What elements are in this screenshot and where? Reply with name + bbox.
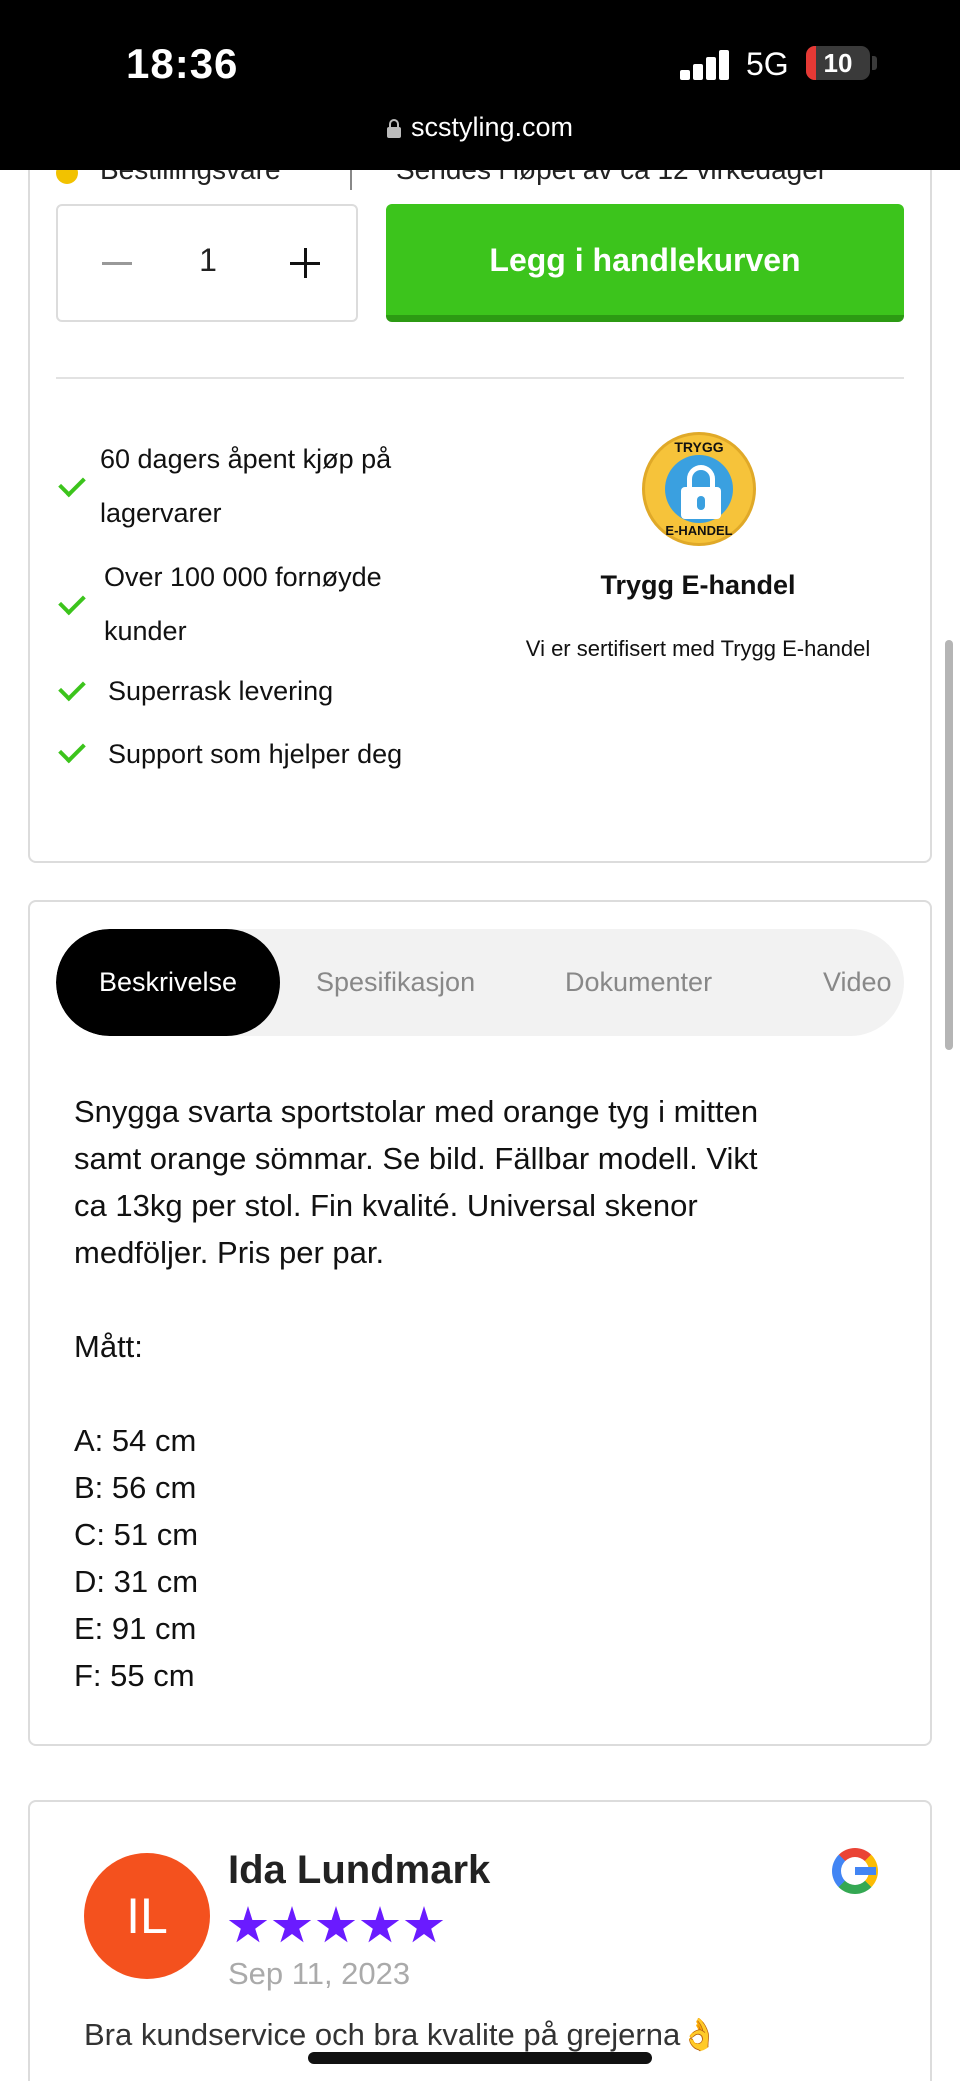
network-type: 5G [746, 46, 789, 82]
usp-text: Support som hjelper deg [108, 739, 403, 769]
description-line: samt orange sömmar. Se bild. Fällbar modell. Vikt [74, 1141, 758, 1176]
trust-subtitle: Vi er sertifisert med Trygg E-handel [525, 636, 871, 661]
usp-text: kunder [104, 616, 187, 646]
signal-icon [680, 50, 732, 80]
tab-video[interactable]: Video [823, 967, 892, 997]
battery-icon [806, 46, 870, 80]
description-line: D: 31 cm [74, 1564, 199, 1599]
tab-dokumenter[interactable]: Dokumenter [565, 967, 713, 997]
product-description [74, 1088, 894, 1699]
description-line: Snygga svarta sportstolar med orange tyg i mitten [74, 1094, 759, 1129]
tab-spesifikasjon[interactable]: Spesifikasjon [316, 967, 476, 997]
description-line: E: 91 cm [74, 1611, 197, 1646]
usp-text: 60 dagers åpent kjøp på [100, 444, 392, 474]
review-text: Bra kundservice och bra kvalite på grejerna👌 [84, 2017, 719, 2052]
minus-icon[interactable] [102, 262, 132, 265]
usp-text: lagervarer [100, 498, 222, 528]
description-line: A: 54 cm [74, 1423, 197, 1458]
plus-icon[interactable] [286, 244, 326, 284]
trygg-e-handel-badge-icon[interactable] [642, 432, 756, 546]
description-line: F: 55 cm [74, 1658, 195, 1693]
url-bar[interactable] [0, 112, 960, 143]
usp-item-delivery [108, 664, 333, 718]
battery-level: 10 [823, 48, 853, 78]
usp-text: Superrask levering [108, 676, 334, 706]
usp-item-customers [104, 550, 382, 658]
quantity-stepper [56, 204, 358, 322]
description-line: medföljer. Pris per par. [74, 1235, 385, 1270]
review-date: Sep 11, 2023 [228, 1956, 411, 1991]
star-icon [228, 1906, 268, 1946]
usp-text: Over 100 000 fornøyde [104, 562, 382, 592]
star-icon [404, 1906, 444, 1946]
google-icon [832, 1848, 878, 1894]
add-to-cart-button[interactable]: Legg i handlekurven [386, 204, 904, 322]
star-icon [360, 1906, 400, 1946]
home-indicator[interactable] [308, 2052, 652, 2064]
description-line [74, 1370, 894, 1417]
description-line: C: 51 cm [74, 1517, 199, 1552]
divider [56, 377, 904, 379]
star-icon [272, 1906, 312, 1946]
check-icon [56, 680, 86, 702]
avatar: IL [84, 1853, 210, 1979]
description-line: B: 56 cm [74, 1470, 197, 1505]
usp-item-open-purchase [100, 432, 391, 540]
status-time: 18:36 [126, 40, 239, 87]
star-icon [316, 1906, 356, 1946]
scrollbar[interactable] [945, 640, 953, 1050]
trust-title: Trygg E-handel [600, 570, 796, 600]
product-tabs [56, 929, 904, 1036]
check-icon [56, 594, 86, 616]
check-icon [56, 742, 86, 764]
quantity-value[interactable]: 1 [199, 242, 217, 278]
status-bar [0, 0, 960, 170]
check-icon [56, 476, 86, 498]
description-line: ca 13kg per stol. Fin kvalité. Universal skenor [74, 1188, 698, 1223]
url-text: scstyling.com [410, 112, 574, 142]
lock-icon [387, 119, 401, 137]
description-line: Mått: [74, 1329, 143, 1364]
badge-text-bottom: E-HANDEL [665, 523, 733, 538]
reviewer-name: Ida Lundmark [228, 1848, 491, 1892]
tab-beskrivelse[interactable]: Beskrivelse [56, 929, 280, 1036]
badge-text-top: TRYGG [674, 439, 724, 455]
rating-stars [228, 1906, 448, 1950]
usp-item-support [108, 727, 402, 781]
description-line [74, 1276, 894, 1323]
